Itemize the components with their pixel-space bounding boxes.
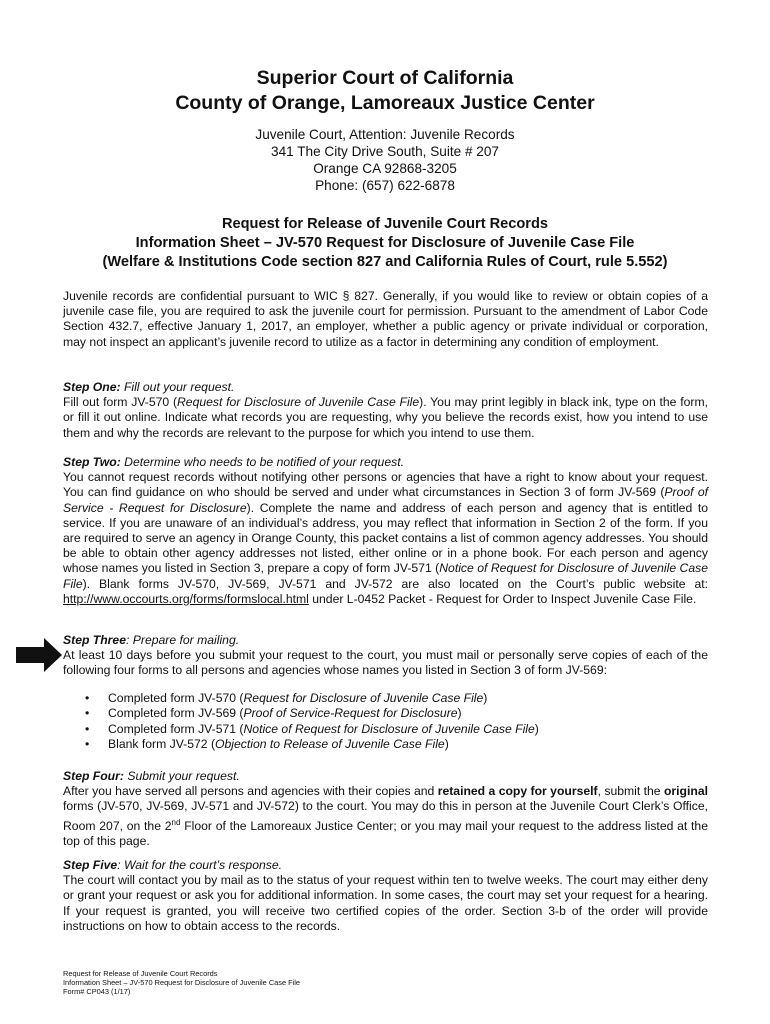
step-five-section [63, 858, 708, 934]
page-footer [63, 969, 300, 997]
step-one-form-name: Request for Disclosure of Juvenile Case File [177, 395, 420, 410]
step-four-text-b: , submit the [597, 784, 664, 799]
step-two-text-a: You cannot request records without notifying other persons or agencies that have a right to know about your request. You can find guidance on who should be served and under what circumstances in Section 3 of form JV-569 ( [63, 470, 708, 500]
step-two-form-name-2: Notice of Request for Disclosure of Juvenile Case File [63, 561, 709, 591]
step-one-text-b: ). You may print legibly in black ink, type on the form, or fill it out online. Indicate what records you are requesting, why you believe the records exist, how you intend to use them and why the records are relevant to the purpose for which you intend to use them. [63, 395, 708, 440]
county-title: County of Orange, Lamoreaux Justice Center [175, 92, 595, 114]
step-three-title: : Prepare for mailing. [126, 633, 240, 647]
bullet-text: Completed form JV-571 ( [108, 721, 244, 736]
subtitle-line-2: Information Sheet – JV-570 Request for Disclosure of Juvenile Case File [135, 235, 635, 251]
step-five-heading [63, 858, 708, 873]
step-one-text [63, 395, 708, 441]
list-item [63, 691, 703, 706]
step-two-heading [63, 455, 708, 470]
bullet-text-end: ) [483, 691, 488, 705]
step-three-label: Step Three [63, 633, 126, 647]
step-four-text-a: After you have served all persons and agencies with their copies and [63, 784, 438, 799]
step-five-label: Step Five [63, 858, 118, 872]
step-two-title: Determine who needs to be notified of your request. [120, 455, 404, 469]
step-four-label: Step Four: [63, 769, 124, 783]
footer-line-1: Request for Release of Juvenile Court Records [63, 969, 218, 978]
bullet-text: Completed form JV-570 ( [108, 691, 244, 705]
bullet-text: Completed form JV-569 ( [108, 706, 244, 721]
step-three-heading [63, 633, 708, 648]
subtitle-line-3: (Welfare & Institutions Code section 827 and California Rules of Court, rule 5.552) [102, 254, 668, 270]
phone-line: Phone: (657) 622-6878 [315, 178, 455, 193]
subtitle-line-1: Request for Release of Juvenile Court Records [221, 216, 548, 232]
address-line-2: 341 The City Drive South, Suite # 207 [271, 144, 499, 159]
step-two-form-name-1: Proof of Service - Request for Disclosure [63, 485, 708, 515]
step-one-title: Fill out your request. [120, 380, 235, 394]
bullet-text: Blank form JV-572 ( [108, 737, 216, 752]
step-two-text [63, 470, 708, 607]
step-two-text-b: ). Complete the name and address of each person and agency that is entitled to service. If you are unaware of an individual’s address, you may reflect that information in Section 2 of the form. If you are required to serve an agency in Orange County, this packet contains a list of common agency addresses. You should be able to obtain other agency addresses not listed, either online or in a phone book. For each person and agency whose names you listed in Section 3, prepare a copy of form JV-571 ( [63, 500, 709, 576]
step-four-section [63, 769, 708, 849]
footer-line-2: Information Sheet – JV-570 Request for Disclosure of Juvenile Case File [63, 978, 301, 988]
step-four-heading [63, 769, 708, 784]
bullet-text-end: ) [444, 737, 449, 752]
intro-text: Juvenile records are confidential pursuant to WIC § 827. Generally, if you would like to review or obtain copies of a juvenile case file, you are required to ask the juvenile court for permission. Pursuant to the amendment of Labor Code Section 432.7, effective January 1, 2017, an employer, whether a public agency or private individual or corporation, may not inspect an applicant’s juvenile record to utilize as a factor in determining any condition of employment. [63, 289, 708, 349]
list-item [63, 706, 703, 721]
step-five-title: : Wait for the court’s response. [117, 858, 283, 872]
bullet-form-name: Notice of Request for Disclosure of Juvenile Case File [243, 721, 535, 736]
list-item [63, 722, 703, 737]
bullet-form-name: Request for Disclosure of Juvenile Case File [243, 691, 484, 705]
step-one-text-a: Fill out form JV-570 ( [63, 395, 177, 410]
intro-paragraph [63, 289, 708, 350]
step-three-text: At least 10 days before you submit your request to the court, you must mail or personally serve copies of each of the following four forms to all persons and agencies whose names you listed in Section 3 of form JV-569: [63, 648, 708, 678]
step-one-section [63, 380, 708, 441]
bullet-text-end: ) [457, 706, 462, 721]
step-four-superscript: nd [171, 817, 181, 827]
step-two-label: Step Two: [63, 455, 121, 469]
step-one-heading [63, 380, 708, 395]
bullet-form-name: Objection to Release of Juvenile Case File [215, 737, 445, 752]
step-two-section [63, 455, 708, 607]
step-two-text-d: under L-0452 Packet - Request for Order to Inspect Juvenile Case File. [308, 591, 697, 606]
address-line-3: Orange CA 92868-3205 [313, 161, 457, 176]
step-four-text [63, 784, 708, 849]
step-four-text-d: Floor of the Lamoreaux Justice Center; or you may mail your request to the address listed at the top of this page. [63, 818, 708, 848]
step-three-section [63, 633, 708, 679]
bullet-form-name: Proof of Service-Request for Disclosure [243, 706, 458, 721]
arrow-right-icon [16, 638, 62, 672]
step-four-bold-2: original [663, 784, 708, 799]
step-four-bold-1: retained a copy for yourself [437, 784, 598, 799]
forms-website-link[interactable]: http://www.occourts.org/forms/formslocal.html [63, 591, 309, 606]
step-two-text-c: ). Blank forms JV-570, JV-569, JV-571 and JV-572 are also located on the Court’s public website at: [82, 576, 708, 591]
bullet-text-end: ) [534, 721, 539, 736]
step-one-label: Step One: [63, 380, 121, 394]
step-five-text: The court will contact you by mail as to the status of your request within ten to twelve weeks. The court may either deny or grant your request or ask you for additional information. In some cases, the court may set your request for a hearing. If your request is granted, you will receive two certified copies of the order. Section 3-b of the order will provide instructions on how to obtain access to the records. [63, 873, 708, 933]
address-line-1: Juvenile Court, Attention: Juvenile Records [255, 127, 515, 142]
court-title: Superior Court of California [256, 67, 514, 89]
forms-bullet-list [63, 691, 703, 753]
step-four-text-c: forms (JV-570, JV-569, JV-571 and JV-572) to the court. You may do this in person at the Juvenile Court Clerk’s Office, Room 207, on the 2 [63, 799, 708, 833]
list-item [63, 737, 703, 752]
footer-line-3: Form# CP043 (1/17) [63, 987, 131, 997]
step-four-title: Submit your request. [123, 769, 240, 783]
